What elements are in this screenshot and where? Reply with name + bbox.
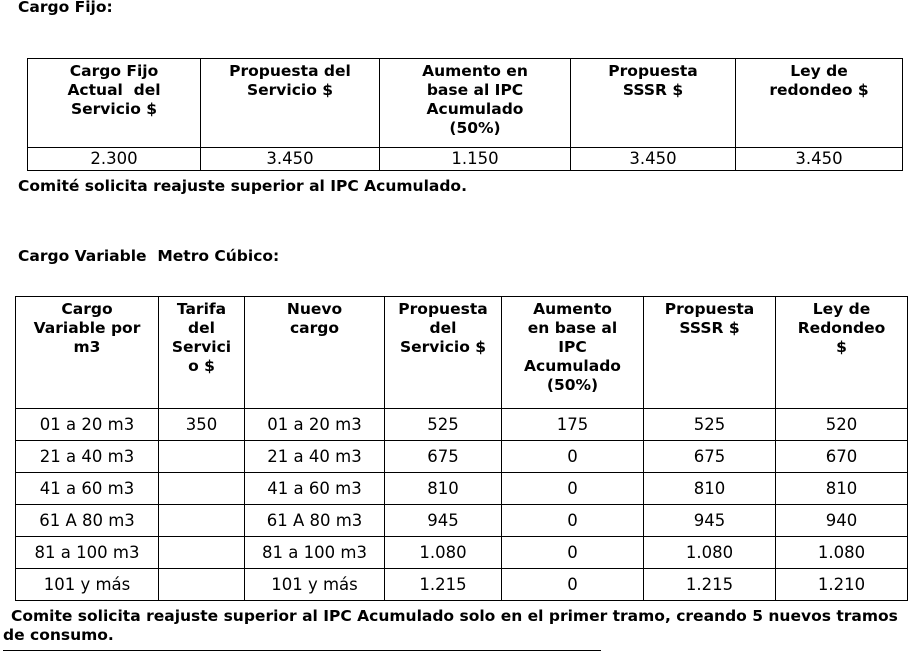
var-h-3-1: del	[429, 319, 457, 337]
variable-row-3	[16, 505, 908, 537]
variable-header-cell	[644, 297, 776, 409]
var-cell: 350	[159, 409, 245, 441]
variable-row-5	[16, 569, 908, 601]
var-h-3-2: Servicio $	[399, 338, 487, 356]
var-cell	[159, 473, 245, 505]
var-cell: 101 y más	[245, 569, 385, 601]
fixed-cell: 3.450	[201, 148, 380, 171]
var-h-1-3: o $	[188, 357, 215, 375]
var-h-1-1: del	[188, 319, 215, 337]
var-h-4-0: Aumento	[533, 300, 612, 318]
var-h-4-4: (50%)	[546, 376, 599, 394]
var-cell	[159, 441, 245, 473]
variable-row-2	[16, 473, 908, 505]
variable-header-row	[16, 297, 908, 409]
var-cell: 945	[644, 505, 776, 537]
var-cell: 21 a 40 m3	[245, 441, 385, 473]
fixed-cell: 2.300	[28, 148, 201, 171]
var-h-0-1: Variable por	[33, 319, 141, 337]
variable-row-0	[16, 409, 908, 441]
var-cell: 21 a 40 m3	[16, 441, 159, 473]
var-h-0-2: m3	[73, 338, 101, 356]
fixed-charge-title: Cargo Fijo:	[18, 0, 113, 16]
bottom-rule	[3, 650, 601, 651]
variable-row-4	[16, 537, 908, 569]
var-cell: 0	[502, 505, 644, 537]
fixed-h-0-2: Servicio $	[70, 100, 158, 118]
var-cell: 675	[385, 441, 502, 473]
var-cell: 175	[502, 409, 644, 441]
fixed-h-2-1: base al IPC	[426, 81, 524, 99]
var-h-4-2: IPC	[558, 338, 587, 356]
var-h-0-0: Cargo	[61, 300, 113, 318]
fixed-h-0-1: Actual del	[67, 81, 161, 99]
fixed-header-row	[28, 59, 903, 148]
variable-header-cell	[776, 297, 908, 409]
fixed-h-2-0: Aumento en	[422, 62, 528, 80]
var-cell: 61 A 80 m3	[245, 505, 385, 537]
var-cell: 1.215	[644, 569, 776, 601]
var-h-1-0: Tarifa	[176, 300, 227, 318]
var-h-4-3: Acumulado	[524, 357, 621, 375]
fixed-charge-table	[27, 58, 903, 171]
variable-header-cell	[16, 297, 159, 409]
var-cell: 01 a 20 m3	[16, 409, 159, 441]
variable-charge-note: Comite solicita reajuste superior al IPC Acumulado solo en el primer tramo, creando 5 nuevos tramos de consumo.	[3, 607, 898, 644]
variable-charge-title: Cargo Variable Metro Cúbico:	[18, 247, 280, 265]
var-cell: 675	[644, 441, 776, 473]
var-h-5-0: Propuesta	[664, 300, 755, 318]
fixed-h-2-3: (50%)	[449, 119, 501, 137]
var-h-2-1: cargo	[289, 319, 340, 337]
var-cell: 945	[385, 505, 502, 537]
variable-charge-table	[15, 296, 908, 601]
var-h-5-1: SSSR $	[679, 319, 740, 337]
var-cell: 1.080	[385, 537, 502, 569]
var-cell: 0	[502, 441, 644, 473]
var-cell: 1.080	[776, 537, 908, 569]
fixed-cell: 3.450	[736, 148, 903, 171]
var-cell: 1.080	[644, 537, 776, 569]
var-cell: 1.215	[385, 569, 502, 601]
var-h-6-0: Ley de	[812, 300, 871, 318]
fixed-data-row	[28, 148, 903, 171]
var-cell: 525	[385, 409, 502, 441]
fixed-h-1-1: Servicio $	[246, 81, 334, 99]
fixed-charge-note: Comité solicita reajuste superior al IPC Acumulado.	[18, 177, 467, 195]
fixed-h-2-2: Acumulado	[426, 100, 524, 118]
var-cell: 0	[502, 473, 644, 505]
fixed-cell: 3.450	[571, 148, 736, 171]
var-h-6-2: $	[836, 338, 847, 356]
var-cell: 0	[502, 569, 644, 601]
fixed-header-cell	[736, 59, 903, 148]
fixed-h-0-0: Cargo Fijo	[69, 62, 159, 80]
var-cell: 940	[776, 505, 908, 537]
var-cell: 41 a 60 m3	[16, 473, 159, 505]
var-cell: 41 a 60 m3	[245, 473, 385, 505]
var-h-2-0: Nuevo	[286, 300, 343, 318]
fixed-header-cell	[571, 59, 736, 148]
variable-row-1	[16, 441, 908, 473]
var-cell: 670	[776, 441, 908, 473]
var-h-4-1: en base al	[527, 319, 618, 337]
variable-header-cell	[502, 297, 644, 409]
fixed-header-cell	[201, 59, 380, 148]
var-cell: 520	[776, 409, 908, 441]
var-cell: 81 a 100 m3	[245, 537, 385, 569]
var-h-6-1: Redondeo	[797, 319, 886, 337]
var-cell: 810	[644, 473, 776, 505]
fixed-cell: 1.150	[380, 148, 571, 171]
var-cell: 61 A 80 m3	[16, 505, 159, 537]
var-h-3-0: Propuesta	[398, 300, 488, 318]
variable-header-cell	[159, 297, 245, 409]
fixed-h-1-0: Propuesta del	[229, 62, 351, 80]
var-cell: 81 a 100 m3	[16, 537, 159, 569]
fixed-header-cell	[380, 59, 571, 148]
var-cell	[159, 537, 245, 569]
fixed-h-4-1: redondeo $	[769, 81, 869, 99]
var-cell: 0	[502, 537, 644, 569]
variable-header-cell	[245, 297, 385, 409]
fixed-h-3-0: Propuesta	[608, 62, 698, 80]
var-cell	[159, 505, 245, 537]
var-cell	[159, 569, 245, 601]
fixed-h-3-1: SSSR $	[622, 81, 684, 99]
var-cell: 1.210	[776, 569, 908, 601]
var-cell: 01 a 20 m3	[245, 409, 385, 441]
var-cell: 810	[385, 473, 502, 505]
fixed-h-4-0: Ley de	[790, 62, 848, 80]
var-cell: 101 y más	[16, 569, 159, 601]
var-cell: 525	[644, 409, 776, 441]
variable-header-cell	[385, 297, 502, 409]
var-h-1-2: Servici	[171, 338, 232, 356]
var-cell: 810	[776, 473, 908, 505]
fixed-header-cell	[28, 59, 201, 148]
